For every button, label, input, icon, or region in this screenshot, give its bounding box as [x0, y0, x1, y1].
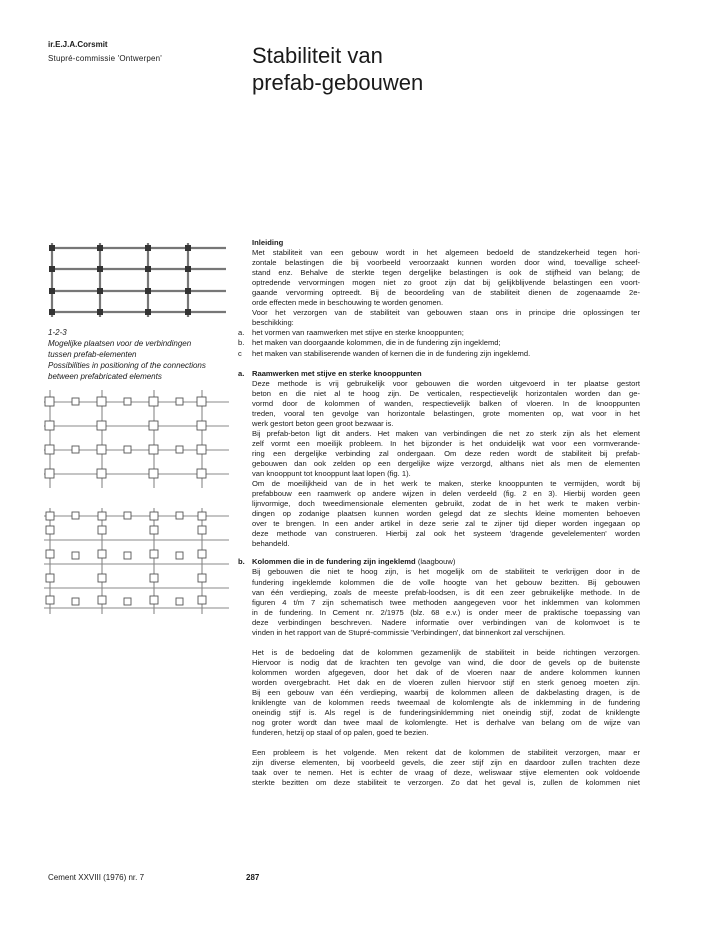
text-line: deze verbindingen beschreven. Nadere informatie over verbindingen van de kolomvoet is te: [252, 617, 640, 627]
text-line: prefabbouw een raamwerk op andere wijzen in delen verdeeld (fig. 2 en 3). Hierbij worden geen: [252, 489, 640, 499]
page-number: 287: [246, 873, 260, 882]
caption-number: 1-2-3: [48, 328, 67, 337]
text-line: taak over te nemen. Het is echter de vraag of deze, weliswaar stijve elementen ook voldoende: [252, 768, 640, 778]
text-line: Bij gebouwen die niet te hoog zijn, is het mogelijk om de stabiliteit te verkrijgen door in de: [252, 567, 640, 577]
text-line: Hiervoor is nodig dat de krachten ten gevolge van wind, die door de gevels op de buitenste: [252, 657, 640, 667]
text-line: optredende vervormingen mogen niet zo groot zijn dat bij gelijkblijvende belastingen een voort-: [252, 278, 640, 288]
text-line: dingen op zodanige plaatsen kunnen worden gelegd dat ze slechts kleine momenten behoeven: [252, 509, 640, 519]
text-line: sterkte bezitten om deze stabiliteit te verzorgen. Zo dat het geval is, zullen de kolommen niet: [252, 778, 640, 788]
caption-en-line-1: Possibilities in positioning of the connections: [48, 361, 206, 370]
text-line: nog groter wordt dan twee maal de kolomlengte. Het is derhalve van belang om de wijze van: [252, 718, 640, 728]
text-line: gaande vervorming optreedt. Bij de beoordeling van de stabiliteit dienen de zogenaamde 2e-: [252, 288, 640, 298]
text-line: Bij prefab-beton ligt dit anders. Het maken van verbindingen die net zo sterk zijn als het element: [252, 428, 640, 438]
option-text: het vormen van raamwerken met stijve en sterke knooppunten;: [252, 328, 464, 338]
option-marker: c: [238, 348, 242, 358]
article-body: [238, 238, 640, 797]
figure-1-frame: [48, 240, 228, 318]
text-line: Voor het verzorgen van de stabiliteit van gebouwen staan ons in principe drie oplossingen ter: [252, 308, 640, 318]
figure-3-frame: [44, 508, 229, 614]
text-line: zontale belastingen die bij voorbeeld veroorzaakt kunnen worden door wind, toevallige scheef-: [252, 258, 640, 268]
section-a-heading: [238, 369, 640, 379]
section-b-paragraph-3: [238, 748, 640, 788]
text-line: over te brengen. In een ander artikel in deze serie zal te zijner tijd dieper worden ingegaan op: [252, 519, 640, 529]
text-line: Deze methode is vrij gebruikelijk voor gebouwen die worden uitgevoerd in ter plaatse gestort: [252, 378, 640, 388]
text-line: kolommen worden afgegeven, door het dak of de vloeren naar de andere kolommen kunnen: [252, 667, 640, 677]
text-line: fundering ingeklemde kolommen die de volle hoogte van het gebouw bezitten. Bij gebouwen: [252, 577, 640, 587]
journal-reference: Cement XXVIII (1976) nr. 7: [48, 873, 145, 882]
option-item: [238, 338, 640, 348]
text-line: lijnvormige, doch tweedimensionale elementen gebruikt, zodat de in het werk te maken verbin-: [252, 499, 640, 509]
text-line: deze methode van construeren. Hierbij zal ook het systeem 'dragende gevelelementen' worden: [252, 529, 640, 539]
text-line: van knooppunt tot knooppunt laat lopen (fig. 1).: [252, 469, 411, 479]
option-text: het maken van stabiliserende wanden of kernen die in de fundering zijn ingeklemd.: [252, 348, 531, 358]
text-line: vormd door de kolommen of wanden, respectievelijk balken of vloeren. In de knooppunten: [252, 398, 640, 408]
section-a-marker: a.: [238, 368, 245, 378]
text-line: Een probleem is het volgende. Men rekent dat de kolommen de stabiliteit verzorgen, maar er: [252, 748, 640, 758]
caption-en-line-2: between prefabricated elements: [48, 372, 162, 381]
text-line: zijn diverse elementen, bij voorbeeld gevels, die zeer stijf zijn en daardoor zullen trachten deze: [252, 758, 640, 768]
option-text: het maken van doorgaande kolommen, die in de fundering zijn ingeklemd;: [252, 338, 501, 348]
text-line: Met stabiliteit van een gebouw wordt in het algemeen bedoeld de standzekerheid tegen hori-: [252, 248, 640, 258]
title-line-1: Stabiliteit van: [252, 43, 383, 68]
text-line: Om de moeilijkheid van de in het werk te maken, sterke knooppunten te vermijden, wordt bij: [252, 479, 640, 489]
text-line: orde effecten mede in beschouwing te worden genomen.: [252, 298, 444, 308]
text-line: kniklengte van de kolommen reeds tweemaal de kolomlengte als de inklemming in de fundering: [252, 698, 640, 708]
section-a: [238, 369, 640, 550]
text-line: gebouwen dan ook zelden op een dergelijke wijze verzorgd, althans niet als men de elementen: [252, 458, 640, 468]
author-role: Stupré-commissie 'Ontwerpen': [48, 54, 163, 63]
text-line: beschikking:: [252, 318, 294, 328]
section-b: [238, 557, 640, 637]
section-a-title: Raamwerken met stijve en sterke knooppunten: [252, 368, 422, 378]
text-line: worden overgebracht. Het dak en de vloeren zullen hiervoor stijf en sterk genoeg moeten zijn.: [252, 677, 640, 687]
text-line: ring een dergelijke verbinding zal ondergaan. Om deze reden wordt de stabiliteit bij prefab-: [252, 448, 640, 458]
author-name: ir.E.J.A.Corsmit: [48, 40, 108, 49]
text-line: Bij een gebouw van één verdieping, waarbij de kolommen alleen de dakbelasting dragen, is de: [252, 687, 640, 697]
text-line: zelf vormt een moeilijk probleem. In het bijzonder is het onduidelijk wat voor een vormverande-: [252, 438, 640, 448]
section-b-marker: b.: [238, 557, 245, 567]
option-marker: b.: [238, 338, 245, 348]
text-line: werk gestort beton geen groot bezwaar is.: [252, 418, 394, 428]
text-line: van één verdieping, zoals de meeste prefab-loodsen, is dit een zeer gebruikelijke methode. In de: [252, 587, 640, 597]
caption-nl-line-2: tussen prefab-elementen: [48, 350, 137, 359]
text-line: treden, vooral ten gevolge van horizontale belastingen, grote momenten op, wat voor in het: [252, 408, 640, 418]
text-line: in de fundering. In Cement nr. 2/1975 (blz. 68 e.v.) is onder meer de praktische toepassing van: [252, 607, 640, 617]
text-line: Het is de bedoeling dat de kolommen gezamenlijk de stabiliteit in beide richtingen verzorgen.: [252, 647, 640, 657]
text-line: vinden in het rapport van de Stupré-commissie 'Verbindingen', dat binnenkort zal verschijnen.: [252, 627, 566, 637]
section-b-paragraph-2: [238, 648, 640, 738]
text-line: figuren 4 t/m 7 zijn schematisch twee methoden aangegeven voor het inklemmen van kolommen: [252, 597, 640, 607]
caption-nl-line-1: Mogelijke plaatsen voor de verbindingen: [48, 339, 192, 348]
intro-heading: Inleiding: [252, 238, 284, 247]
section-b-heading: [238, 557, 640, 567]
option-marker: a.: [238, 328, 245, 338]
intro-section: [238, 238, 640, 359]
section-b-title: Kolommen die in de fundering zijn ingeklemd: [252, 557, 416, 567]
text-line: funderen, hetzij op staal of op palen, goed te bezien.: [252, 728, 429, 738]
text-line: behandeld.: [252, 539, 290, 549]
text-line: stand enz. Behalve de sterkte tegen dergelijke belastingen is ook de stijfheid van belang; de: [252, 268, 640, 278]
option-item: [238, 349, 640, 359]
figure-2-frame: [44, 390, 229, 488]
section-b-title-suffix: (laagbouw): [415, 557, 456, 567]
text-line: beton en die niet al te hoog zijn. De verticalen, respectievelijk horizontalen worden dan ge-: [252, 388, 640, 398]
figure-caption: [48, 327, 233, 382]
option-item: [238, 328, 640, 338]
title-line-2: prefab-gebouwen: [252, 70, 424, 95]
text-line: oneindig stijf is. Als regel is de funderingsinklemming niet oneindig stijf, zodat de kniklengte: [252, 708, 640, 718]
page-title: [252, 42, 423, 96]
